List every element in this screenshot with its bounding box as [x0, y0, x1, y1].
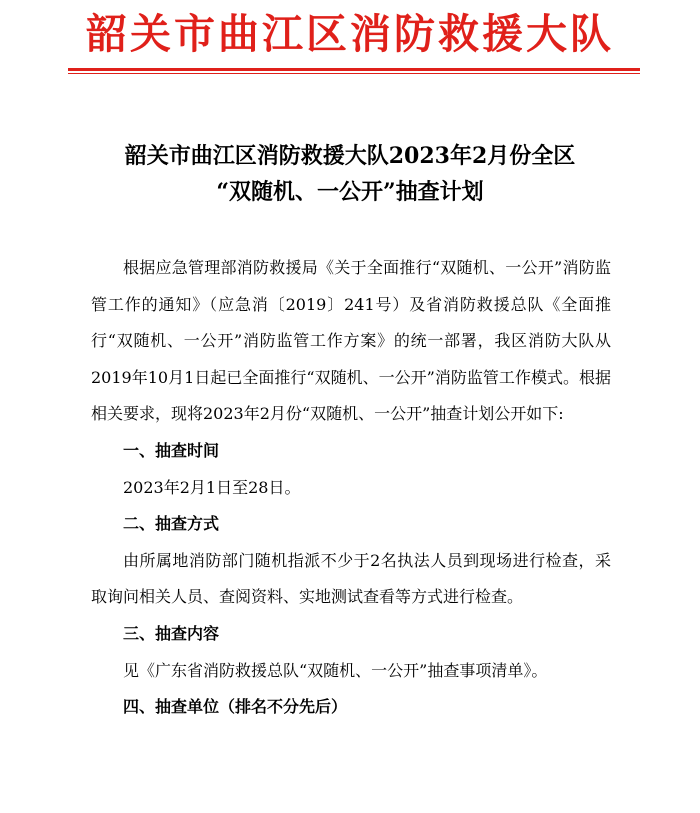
masthead-rule-thin — [68, 73, 640, 74]
section-heading-time: 一、抽查时间 — [123, 440, 220, 460]
document-title-line-1: 韶关市曲江区消防救援大队2023年2月份全区 — [124, 143, 576, 169]
masthead-rule-thick — [68, 68, 640, 71]
section-text-content: 见《广东省消防救援总队“双随机、一公开”抽查事项清单》。 — [123, 660, 548, 680]
section-heading-content: 三、抽查内容 — [123, 623, 220, 643]
section-text-time: 2023年2月1日至28日。 — [123, 477, 301, 497]
document-title — [60, 138, 640, 210]
section-heading-units: 四、抽查单位（排名不分先后） — [123, 697, 348, 717]
section-heading-method: 二、抽查方式 — [123, 514, 220, 534]
section-text-method: 由所属地消防部门随机指派不少于2名执法人员到现场进行检查，采取询问相关人员、查阅资料、实地测试查看等方式进行检查。 — [91, 550, 611, 607]
masthead-title: 韶关市曲江区消防救援大队 — [86, 10, 614, 58]
document-body — [91, 250, 611, 726]
document-title-line-2: “双随机、一公开”抽查计划 — [216, 179, 484, 205]
intro-paragraph: 根据应急管理部消防救援局《关于全面推行“双随机、一公开”消防监管工作的通知》（应急消〔2019〕241号）及省消防救援总队《全面推行“双随机、一公开”消防监管工作方案》的统一部署，我区消防大队从2019年10月1日起已全面推行“双随机、一公开”消防监管工作模式。根据相关要求，现将2023年2月份“双随机、一公开”抽查计划公开如下: — [91, 258, 611, 424]
